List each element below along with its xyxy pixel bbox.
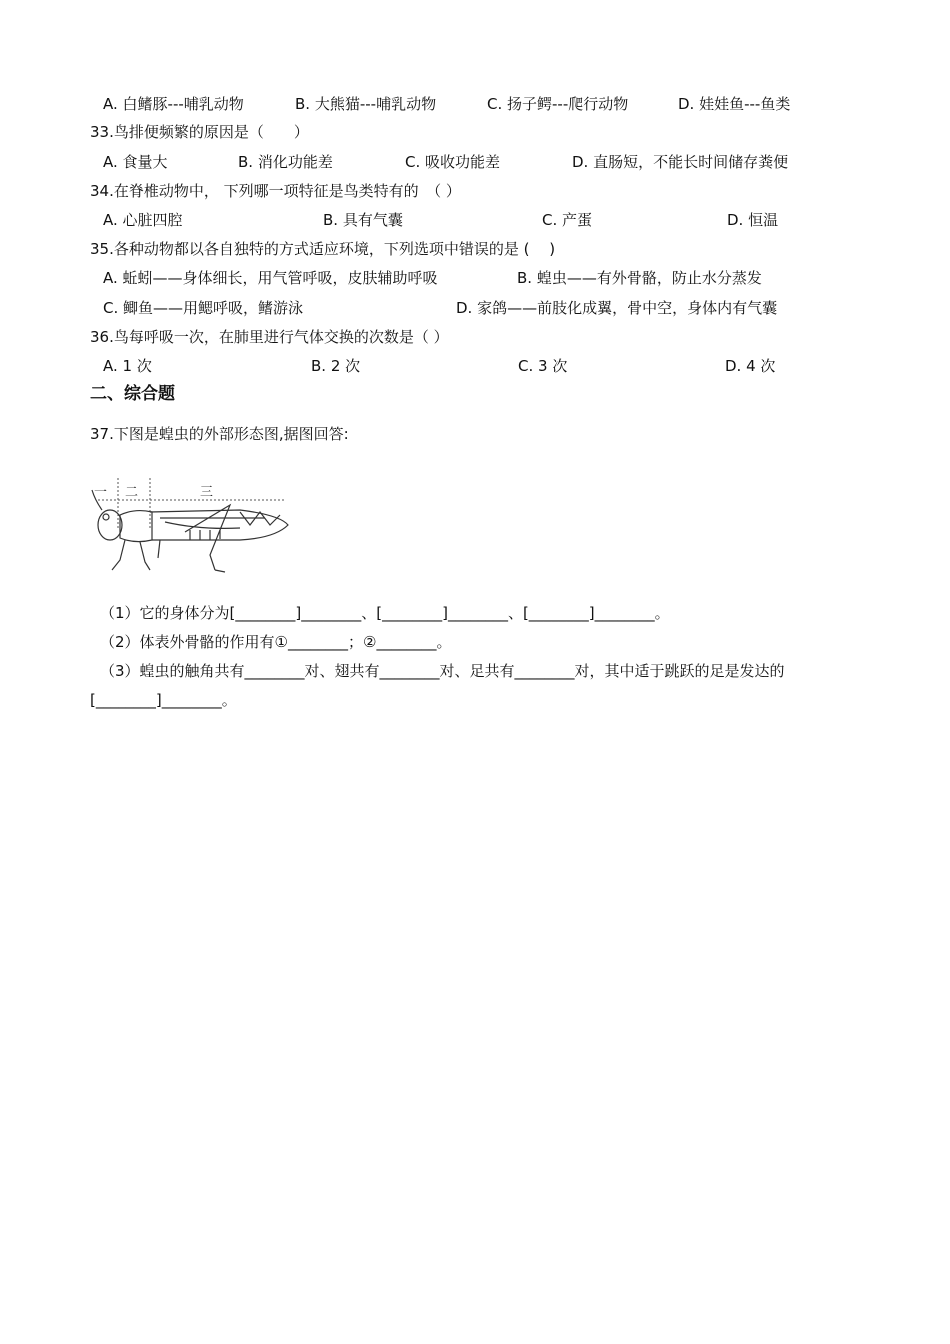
q32-option-b: B. 大熊猫---哺乳动物 (295, 95, 437, 113)
q33-option-b: B. 消化功能差 (238, 153, 333, 171)
q36-option-a: A. 1 次 (103, 357, 152, 375)
q35-question: 35.各种动物都以各自独特的方式适应环境，下列选项中错误的是 ( ) (90, 240, 556, 258)
q37-sub2: （2）体表外骨骼的作用有①________；②________。 (100, 633, 452, 651)
q32-option-d: D. 娃娃鱼---鱼类 (678, 95, 791, 113)
figure-label-abdomen: 三 (200, 485, 214, 500)
q34-option-c: C. 产蛋 (542, 211, 593, 229)
q37-sub1: （1）它的身体分为[________]________、[________]________、[________]________。 (100, 604, 670, 622)
grasshopper-drawing (90, 470, 290, 585)
q33-option-a: A. 食量大 (103, 153, 168, 171)
q33-option-d: D. 直肠短，不能长时间储存粪便 (572, 153, 789, 171)
q36-option-d: D. 4 次 (725, 357, 776, 375)
q37-question: 37.下图是蝗虫的外部形态图,据图回答: (90, 425, 349, 443)
q36-option-c: C. 3 次 (518, 357, 568, 375)
q33-option-c: C. 吸收功能差 (405, 153, 501, 171)
figure-label-thorax: 二 (125, 485, 139, 500)
q35-option-b: B. 蝗虫——有外骨骼，防止水分蒸发 (517, 269, 762, 287)
q36-option-b: B. 2 次 (311, 357, 361, 375)
q34-option-a: A. 心脏四腔 (103, 211, 183, 229)
q35-option-d: D. 家鸽——前肢化成翼，骨中空，身体内有气囊 (456, 299, 778, 317)
q35-option-a: A. 蚯蚓——身体细长，用气管呼吸，皮肤辅助呼吸 (103, 269, 438, 287)
q34-question: 34.在脊椎动物中， 下列哪一项特征是鸟类特有的 （ ） (90, 182, 461, 200)
q37-sub3-line1: （3）蝗虫的触角共有________对、翅共有________对、足共有________对，其中适于跳跃的足是发达的 (100, 662, 785, 680)
q37-sub3-line2: [________]________。 (90, 691, 237, 709)
q35-option-c: C. 鲫鱼——用鳃呼吸，鳍游泳 (103, 299, 304, 317)
figure-label-head: 一 (94, 485, 108, 500)
q34-option-d: D. 恒温 (727, 211, 779, 229)
q36-question: 36.鸟每呼吸一次，在肺里进行气体交换的次数是（ ） (90, 328, 449, 346)
q34-option-b: B. 具有气囊 (323, 211, 403, 229)
q32-option-a: A. 白鳍豚---哺乳动物 (103, 95, 244, 113)
grasshopper-figure (90, 470, 290, 585)
q32-option-c: C. 扬子鳄---爬行动物 (487, 95, 629, 113)
q33-question: 33.鸟排便频繁的原因是（ ） (90, 123, 309, 141)
section-heading: 二、综合题 (90, 384, 175, 404)
